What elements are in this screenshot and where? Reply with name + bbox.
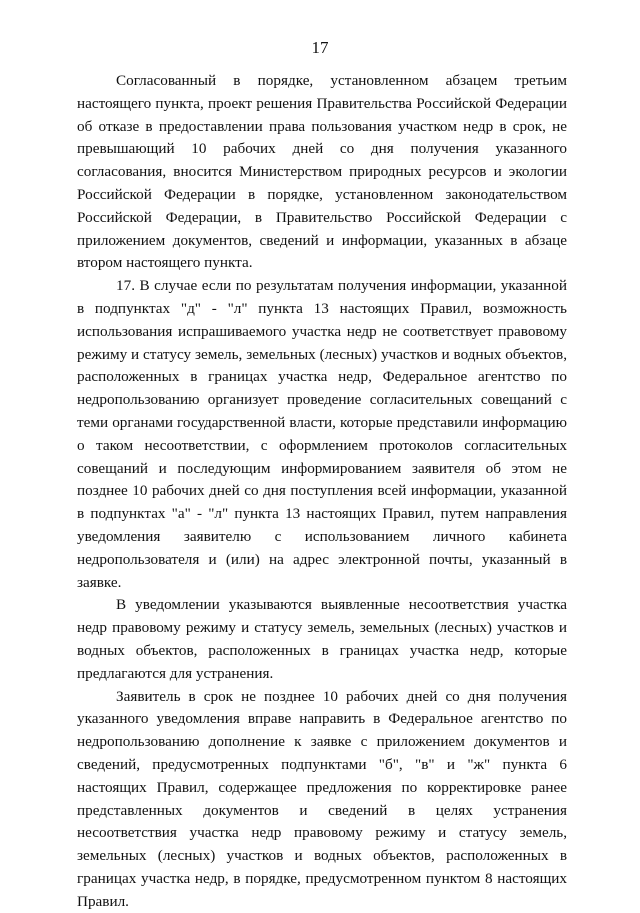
paragraph-1: Согласованный в порядке, установленном абзацем третьим настоящего пункта, проект решения Правительства Российской Федерации об отказе в предоставлении права пользования участком недр в срок, не превышающий 10 рабочих дней со дня получения указанного согласования, вносится Министерством природных ресурсов и экологии Российской Федерации в порядке, установленном законодательством Российской Федерации, в Правительство Российской Федерации с приложением документов, сведений и информации, указанных в абзаце втором настоящего пункта. [77, 72, 567, 272]
page-number: 17 [311, 38, 329, 57]
document-body [77, 70, 567, 913]
paragraph-3: В уведомлении указываются выявленные несоответствия участка недр правовому режиму и статусу земель, земельных (лесных) участков и водных объектов, расположенных в границах участка недр, которые предлагаются для устранения. [77, 596, 567, 682]
paragraph-4: Заявитель в срок не позднее 10 рабочих дней со дня получения указанного уведомления вправе направить в Федеральное агентство по недропользованию дополнение к заявке с приложением документов и сведений, предусмотренных подпунктами "б", "в" и "ж" пункта 6 настоящих Правил, содержащее предложения по корректировке ранее представленных документов и сведений в целях устранения несоответствия участка недр правовому режиму и статусу земель, земельных (лесных) участков и водных объектов, расположенных в границах участка недр, в порядке, предусмотренном пунктом 8 настоящих Правил. [77, 687, 567, 910]
paragraph-2: 17. В случае если по результатам получения информации, указанной в подпунктах "д" - "л" пункта 13 настоящих Правил, возможность использования испрашиваемого участка недр не соответствует правовому режиму и статусу земель, земельных (лесных) участков и водных объектов, расположенных в границах участка недр, Федеральное агентство по недропользованию организует проведение согласительных совещаний с теми органами государственной власти, которые представили информацию о таком несоответствии, с оформлением протоколов согласительных совещаний и последующим информированием заявителя об этом не позднее 10 рабочих дней со дня поступления всей информации, указанной в подпунктах "а" - "л" пункта 13 настоящих Правил, путем направления уведомления заявителю с использованием личного кабинета недропользователя и (или) на адрес электронной почты, указанный в заявке. [77, 277, 567, 591]
